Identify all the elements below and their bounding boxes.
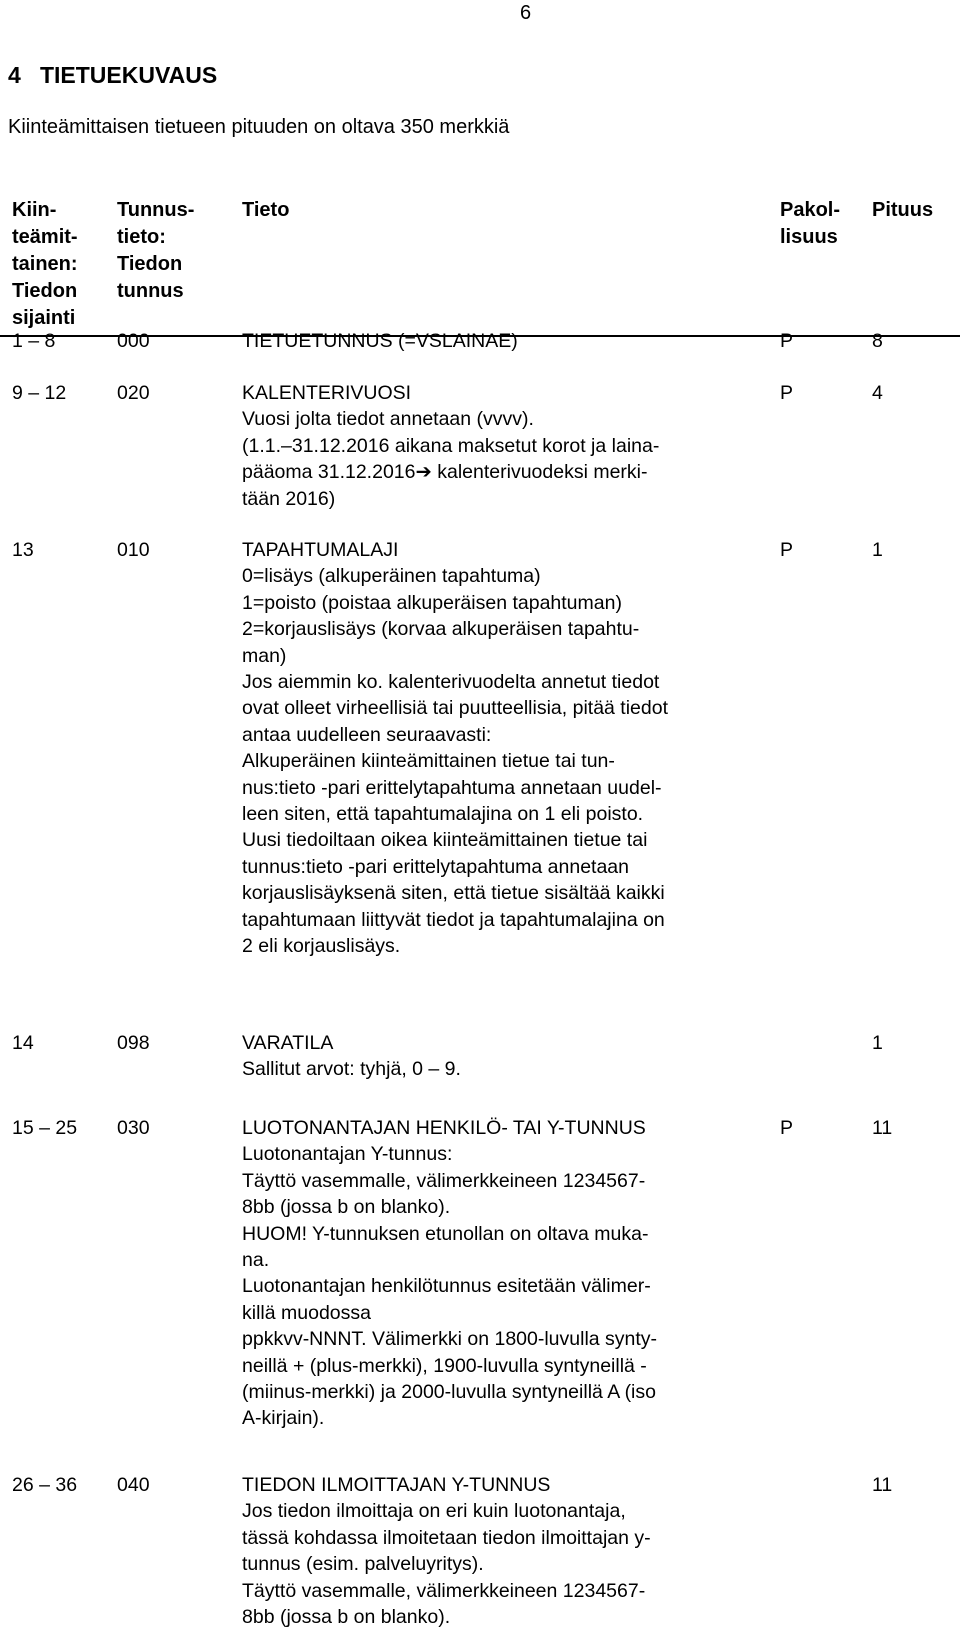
text-line: Täyttö vasemmalle, välimerkkeineen 1234567-: [242, 1579, 646, 1602]
text-line: leen siten, että tapahtumalajina on 1 eli poisto.: [242, 803, 644, 826]
text-line: 8bb (jossa b on blanko).: [242, 1606, 451, 1629]
text-line: tainen:: [12, 253, 78, 275]
text-line: nus:tieto -pari erittelytapahtuma annetaan uudel-: [242, 776, 662, 799]
text-line: Luotonantajan henkilötunnus esitetään välimer-: [242, 1275, 651, 1298]
text-line: 2 eli korjauslisäys.: [242, 935, 401, 958]
section-heading: 4 TIETUEKUVAUS: [8, 62, 218, 88]
text-line: na.: [242, 1249, 270, 1272]
cell-field: [242, 1115, 762, 1432]
text-line: lisuus: [780, 226, 838, 248]
text-line: TIEDON ILMOITTAJAN Y-TUNNUS: [242, 1474, 551, 1496]
cell-location: 1 – 8: [12, 330, 56, 352]
text-line: Täyttö vasemmalle, välimerkkeineen 1234567-: [242, 1169, 646, 1192]
text-line: Vuosi jolta tiedot annetaan (vvvv).: [242, 408, 534, 431]
text-line: man): [242, 644, 287, 667]
text-line: neillä + (plus-merkki), 1900-luvulla syntyneillä -: [242, 1354, 647, 1377]
text-line: Luotonantajan Y-tunnus:: [242, 1143, 453, 1166]
text-line: Sallitut arvot: tyhjä, 0 – 9.: [242, 1058, 461, 1081]
cell-location: 14: [12, 1032, 34, 1054]
text-line: ovat olleet virheellisiä tai puutteellisia, pitää tiedot: [242, 697, 669, 720]
cell-field: [242, 380, 762, 512]
text-line: TIETUETUNNUS (=VSLAINAE): [242, 330, 518, 352]
cell-code: 020: [117, 382, 150, 404]
text-line: tässä kohdassa ilmoitetaan tiedon ilmoittajan y-: [242, 1526, 651, 1549]
cell-required: P: [780, 1117, 794, 1139]
cell-code: 000: [117, 330, 150, 352]
page-number: 6: [520, 2, 532, 24]
cell-length: 1: [872, 1032, 883, 1054]
cell-field: [242, 328, 762, 354]
text-line: TAPAHTUMALAJI: [242, 539, 399, 561]
header-length: [872, 197, 933, 224]
header-location: [12, 197, 122, 332]
text-line: (1.1.–31.12.2016 aikana maksetut korot ja laina-: [242, 434, 660, 457]
cell-field: [242, 537, 762, 960]
cell-required: P: [780, 382, 794, 404]
text-line: tään 2016): [242, 487, 336, 510]
text-line: tunnus: [117, 280, 184, 302]
text-line: VARATILA: [242, 1032, 334, 1054]
text-line: 8bb (jossa b on blanko).: [242, 1196, 451, 1219]
text-line: ppkkvv-NNNT. Välimerkki on 1800-luvulla synty-: [242, 1328, 658, 1351]
cell-code: 010: [117, 539, 150, 561]
cell-location: 15 – 25: [12, 1117, 78, 1139]
text-line: Tieto: [242, 199, 290, 221]
text-line: Tiedon: [117, 253, 183, 275]
header-field: [242, 197, 289, 224]
text-line: tunnus:tieto -pari erittelytapahtuma annetaan: [242, 855, 630, 878]
cell-code: 030: [117, 1117, 150, 1139]
text-line: 2=korjauslisäys (korvaa alkuperäisen tapahtu-: [242, 618, 640, 641]
text-line: antaa uudelleen seuraavasti:: [242, 723, 492, 746]
cell-location: 9 – 12: [12, 382, 67, 404]
cell-code: 040: [117, 1474, 150, 1496]
text-line: korjauslisäyksenä siten, että tietue sisältää kaikki: [242, 882, 665, 905]
text-line: 0=lisäys (alkuperäinen tapahtuma): [242, 565, 541, 588]
text-line: Uusi tiedoiltaan oikea kiinteämittainen tietue tai: [242, 829, 648, 852]
text-line: Tiedon: [12, 280, 78, 302]
text-line: Jos aiemmin ko. kalenterivuodelta annetut tiedot: [242, 671, 660, 694]
text-line: Tunnus-: [117, 199, 195, 221]
cell-length: 8: [872, 330, 883, 352]
record-length-note: Kiinteämittaisen tietueen pituuden on oltava 350 merkkiä: [8, 116, 510, 138]
cell-length: 11: [872, 1117, 893, 1139]
cell-required: P: [780, 330, 794, 352]
text-line: pääoma 31.12.2016➔ kalenterivuodeksi merki-: [242, 461, 648, 484]
text-line: sijainti: [12, 307, 76, 329]
cell-length: 4: [872, 382, 883, 404]
cell-location: 26 – 36: [12, 1474, 78, 1496]
text-line: Alkuperäinen kiinteämittainen tietue tai tun-: [242, 750, 615, 773]
text-line: HUOM! Y-tunnuksen etunollan on oltava muka-: [242, 1222, 649, 1245]
header-code: [117, 197, 227, 305]
text-line: A-kirjain).: [242, 1407, 325, 1430]
cell-field: [242, 1472, 762, 1630]
text-line: Pituus: [872, 199, 934, 221]
text-line: LUOTONANTAJAN HENKILÖ- TAI Y-TUNNUS: [242, 1117, 646, 1139]
text-line: Pakol-: [780, 199, 841, 221]
cell-length: 1: [872, 539, 883, 561]
text-line: tunnus (esim. palveluyritys).: [242, 1553, 484, 1576]
cell-required: P: [780, 539, 794, 561]
cell-location: 13: [12, 539, 34, 561]
text-line: teämit-: [12, 226, 78, 248]
text-line: (miinus-merkki) ja 2000-luvulla syntyneillä A (iso: [242, 1381, 656, 1404]
text-line: Jos tiedon ilmoittaja on eri kuin luotonantaja,: [242, 1500, 626, 1523]
cell-field: [242, 1030, 762, 1083]
text-line: Kiin-: [12, 199, 57, 221]
text-line: KALENTERIVUOSI: [242, 382, 412, 404]
header-required: [780, 197, 840, 251]
cell-length: 11: [872, 1474, 893, 1496]
cell-code: 098: [117, 1032, 150, 1054]
text-line: tapahtumaan liittyvät tiedot ja tapahtumalajina on: [242, 908, 665, 931]
text-line: 1=poisto (poistaa alkuperäisen tapahtuman): [242, 591, 622, 614]
text-line: killä muodossa: [242, 1301, 371, 1324]
text-line: tieto:: [117, 226, 166, 248]
